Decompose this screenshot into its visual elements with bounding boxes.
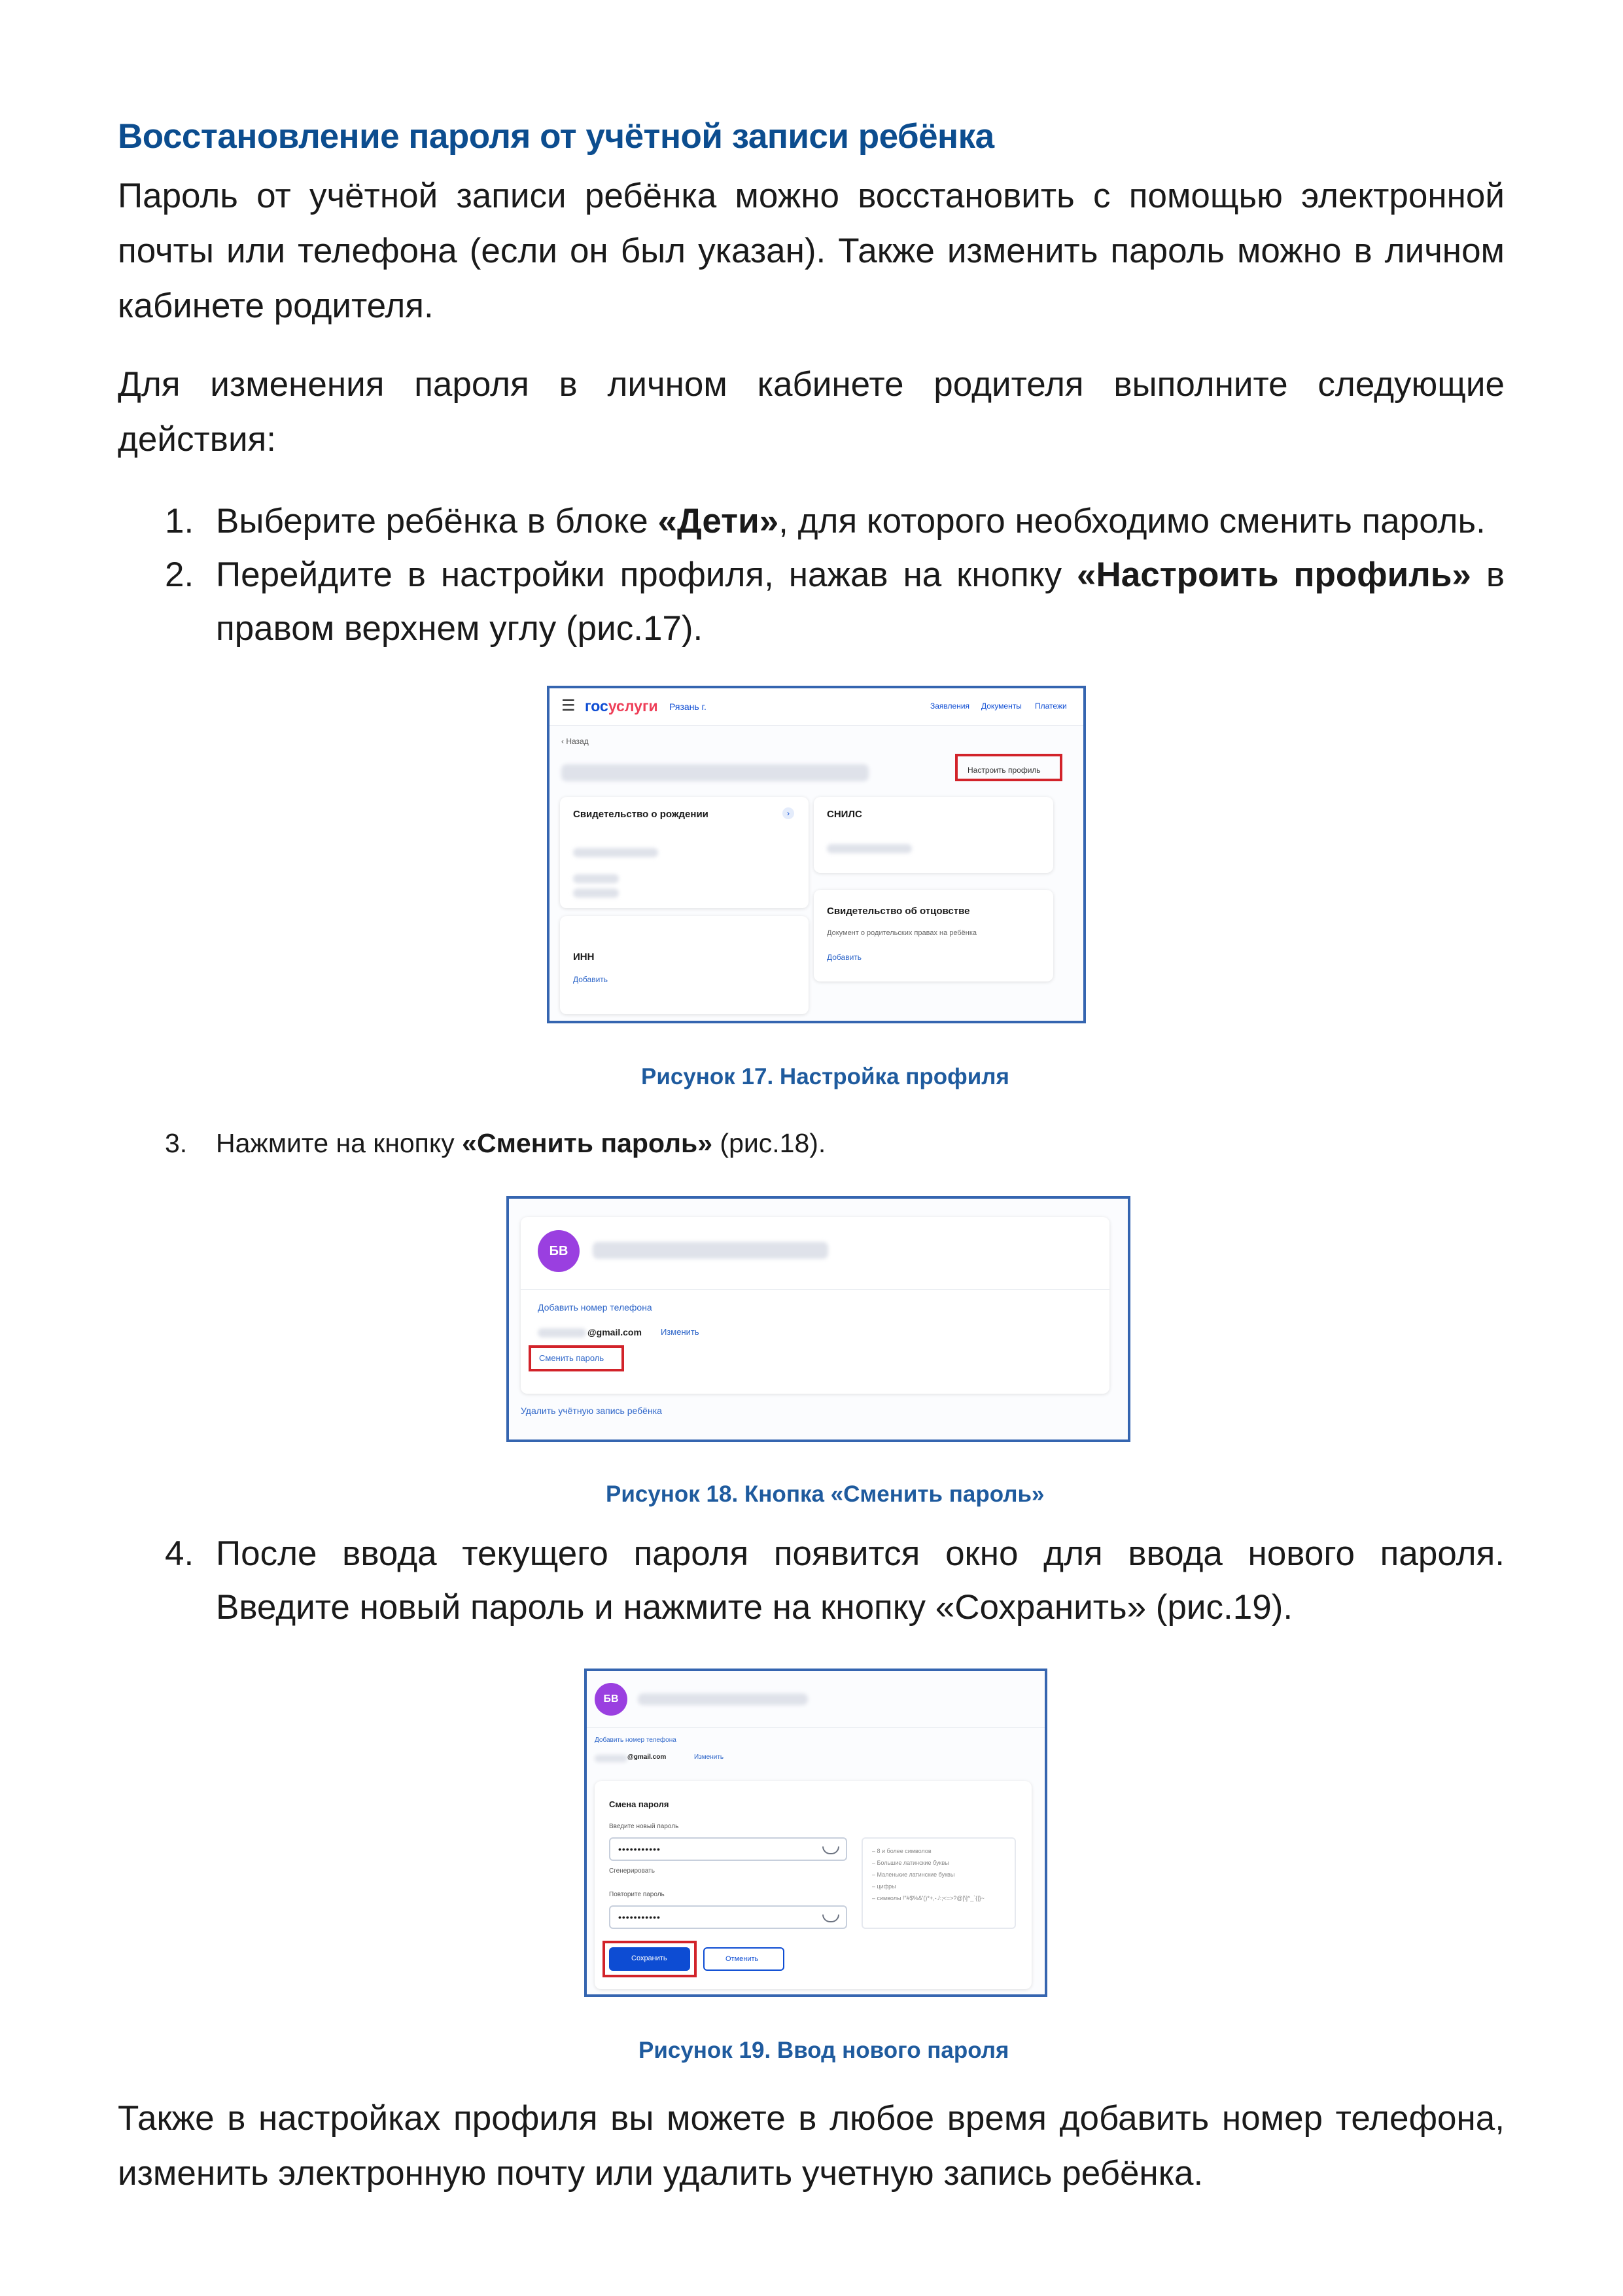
email-value: @gmail.com — [587, 1327, 642, 1337]
add-phone-link: Добавить номер телефона — [538, 1302, 652, 1313]
repeat-password-label: Повторите пароль — [609, 1891, 665, 1898]
change-password-button: Сменить пароль — [539, 1353, 604, 1363]
figure-17-caption: Рисунок 17. Настройка профиля — [641, 1064, 1009, 1089]
highlight-box — [529, 1345, 624, 1371]
birth-cert-card: Свидетельство о рождении › — [560, 797, 809, 908]
figure-19-caption: Рисунок 19. Ввод нового пароля — [638, 2038, 1009, 2063]
generate-link: Сгенерировать — [609, 1867, 655, 1875]
region-label: Рязань г. — [669, 701, 707, 712]
step-text: После ввода текущего пароля появится окно для ввода нового пароля. Введите новый пароль и нажмите на кнопку «Сохранить» (рис.19). — [216, 1534, 1505, 1627]
step-text: Перейдите в настройки профиля, нажав на кнопку «Настроить профиль» в правом верхнем углу (рис.17). — [216, 556, 1505, 648]
add-phone-link: Добавить номер телефона — [595, 1737, 676, 1744]
chevron-right-icon: › — [782, 807, 794, 819]
paternity-card: Свидетельство об отцовстве Документ о родительских правах на ребёнка Добавить — [814, 890, 1053, 981]
section-title: Смена пароля — [609, 1799, 669, 1809]
delete-account-link: Удалить учётную запись ребёнка — [521, 1405, 662, 1416]
snils-card: СНИЛС — [814, 797, 1053, 873]
figure-18-caption: Рисунок 18. Кнопка «Сменить пароль» — [606, 1481, 1045, 1507]
change-email-link: Изменить — [661, 1327, 699, 1337]
nav-applications: Заявления — [930, 701, 970, 711]
password-rules-box: – 8 и более символов – Большие латинские буквы – Маленькие латинские буквы – цифры – символы !"#$%&'()*+,-./:;<=>?@[\]^_`{|}~ — [862, 1837, 1016, 1929]
new-password-label: Введите новый пароль — [609, 1823, 679, 1830]
child-name-blurred — [593, 1242, 828, 1259]
setup-profile-button: Настроить профиль — [968, 766, 1041, 775]
back-link: ‹ Назад — [561, 737, 589, 746]
actions-intro-paragraph: Для изменения пароля в личном кабинете родителя выполните следующие действия: — [118, 365, 1505, 459]
intro-paragraph: Пароль от учётной записи ребёнка можно восстановить с помощью электронной почты или телефона (если он был указан). Также изменить пароль можно в личном кабинете родителя. — [118, 177, 1505, 325]
figure-19-screenshot — [584, 1669, 1047, 1997]
eye-icon — [822, 1846, 839, 1854]
menu-icon: ☰ — [561, 697, 576, 715]
child-name-blurred — [561, 764, 869, 781]
inn-card: ИНН Добавить — [560, 916, 809, 1014]
cancel-button: Отменить — [703, 1947, 784, 1971]
step-number: 3. — [165, 1128, 188, 1158]
figure-18-screenshot — [506, 1196, 1130, 1442]
step-number: 4. — [165, 1534, 194, 1573]
new-password-input: ••••••••••• — [609, 1837, 847, 1861]
avatar: БВ — [595, 1683, 627, 1716]
step-text: Выберите ребёнка в блоке «Дети», для которого необходимо сменить пароль. — [216, 502, 1486, 540]
outro-paragraph: Также в настройках профиля вы можете в любое время добавить номер телефона, изменить электронную почту или удалить учетную запись ребёнка. — [118, 2099, 1505, 2193]
nav-documents: Документы — [981, 701, 1022, 711]
nav-payments: Платежи — [1035, 701, 1067, 711]
step-number: 1. — [165, 502, 194, 540]
email-value: @gmail.com — [627, 1754, 667, 1761]
step-text: Нажмите на кнопку «Сменить пароль» (рис.18). — [216, 1128, 826, 1158]
gosuslugi-logo: госуслуги — [585, 698, 658, 715]
repeat-password-input: ••••••••••• — [609, 1905, 847, 1929]
save-button: Сохранить — [609, 1947, 690, 1971]
figure-17-screenshot — [547, 686, 1086, 1023]
highlight-box — [955, 754, 1062, 781]
child-name-blurred — [638, 1693, 808, 1705]
avatar: БВ — [538, 1230, 580, 1272]
highlight-box — [602, 1941, 697, 1977]
eye-icon — [822, 1915, 839, 1922]
step-number: 2. — [165, 556, 194, 594]
page-title: Восстановление пароля от учётной записи ребёнка — [118, 117, 994, 156]
change-email-link: Изменить — [694, 1754, 724, 1761]
